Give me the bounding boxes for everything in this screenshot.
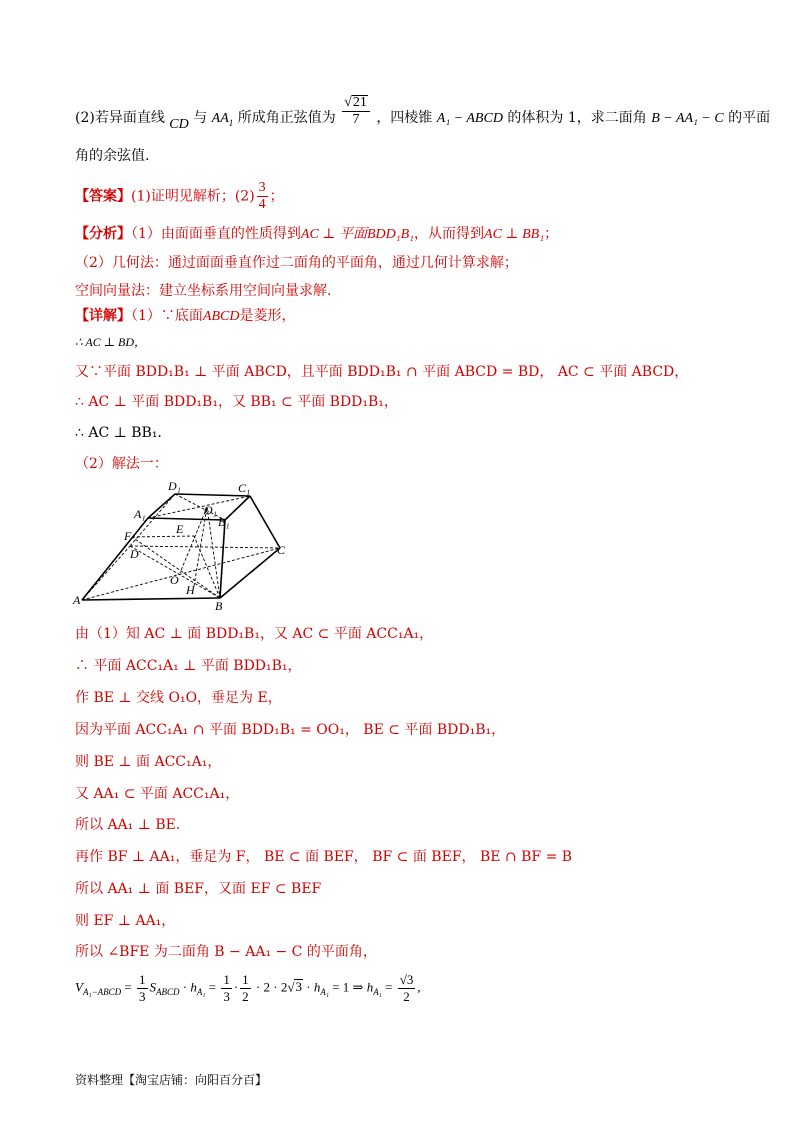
vf-h-sub: A₁ [320,987,329,998]
analysis-line-3: 空间向量法：建立坐标系用空间向量求解. [75,283,332,299]
detail-line-3: 又∵平面 BDD₁B₁ ⊥ 平面 ABCD，且平面 BDD₁B₁ ∩ 平面 ABCD = BD， AC ⊂ 平面 ABCD， [75,364,689,380]
vf-dot: · [182,979,188,995]
fraction-sqrt21-over-7: $\frac{√21}{7}$ [342,95,370,128]
question-text: 与 [193,110,208,126]
vf-h: h [190,979,197,995]
vf-frac-sqrt3-2: $\frac{√3}{2}$ [399,972,414,1004]
math-cd: CD [169,117,189,132]
label-a1: A₁ [134,507,146,521]
solution-line-8: 再作 BF ⊥ AA₁，垂足为 F， BE ⊂ 面 BEF， BF ⊂ 面 BEF， BE ∩ BF = B [75,849,573,865]
edge-a-b [82,598,220,600]
vf-eq: = [208,979,217,995]
detail-line-2: ∴ AC ⊥ BD， [75,335,147,349]
vf-s: S [149,979,156,995]
dash-f-e [132,536,194,537]
math-ac-perp: AC ⊥ 平面 [300,227,367,242]
answer-end: ； [269,188,284,205]
detail-line-5: ∴ AC ⊥ BB₁. [75,425,162,441]
detail-label: 【详解】 [75,308,131,324]
vf-end: , [417,979,421,995]
math-b-aa1-c: B − AA₁ − C [651,111,724,126]
frustum-diagram [70,478,300,613]
math-aa1: $AA_1$ [211,111,234,128]
edge-d1-a1 [148,494,175,518]
solution-line-9: 所以 AA₁ ⊥ 面 BEF，又面 EF ⊂ BEF [75,881,322,897]
label-h: H [186,583,195,597]
vf-frac-1-3: $\frac{1}{3}$ [139,972,146,1004]
vf-frac-1-2: $\frac{1}{2}$ [242,972,249,1004]
vf-h: h [313,979,321,995]
vf-h-sub: A₁ [196,987,206,998]
label-c1: C₁ [238,481,251,495]
vf-eq: = [385,979,393,995]
question-line-1 [75,94,771,133]
solution-line-4: 因为平面 ACC₁A₁ ∩ 平面 BDD₁B₁ = OO₁， BE ⊂ 平面 BDD₁B₁， [75,722,506,738]
vf-h: h [366,979,374,995]
volume-formula: $V_{A_1-ABCD}$ = $\frac{1}{3}$ $S_{ABCD} \cdot h_{A_1}$ = $\frac{1}{3}$ · $\frac{1}{2}$ · $2 \cdot 2√3 \cdot h_{A_1} = 1$ ⇒ $h_{A_1}$ = $\frac{√3}{2}$ , [75,972,421,1004]
analysis-label: 【分析】 [75,226,131,242]
question-line-2: 角的余弦值. [75,148,150,164]
label-f: F [124,529,132,543]
dash-a-d [82,546,130,600]
label-o1: O₁ [204,503,217,517]
solution-line-10: 则 EF ⊥ AA₁， [75,913,176,929]
answer-fraction: $\frac{3}{4}$ [258,180,266,212]
vf-mid: · 2 · 2 [255,979,288,995]
vf-eq: = [124,979,132,995]
solution-line-1: 由（1）知 AC ⊥ 面 BDD₁B₁，又 AC ⊂ 平面 ACC₁A₁， [75,626,434,642]
label-b1: B₁ [218,515,230,529]
label-d: D [130,547,139,561]
answer-text: (1)证明见解析；(2) [131,188,255,205]
math-abcd: ABCD [202,309,240,324]
dash-d-c [130,546,280,548]
label-b: B [215,599,223,613]
solution-line-5: 则 BE ⊥ 面 ACC₁A₁， [75,754,222,770]
dash-a-c [82,548,280,600]
math-ac-perp-bb1: AC ⊥ BB₁ [484,227,545,242]
dash-o1-o [180,507,207,573]
detail-line-1 [75,306,295,327]
label-d1: D₁ [168,479,181,493]
vf-h-sub: A₁ [373,987,382,998]
detail-line-4: ∴ AC ⊥ 平面 BDD₁B₁，又 BB₁ ⊂ 平面 BDD₁B₁， [75,394,398,410]
label-e: E [176,522,184,536]
dash-d-b [130,546,220,598]
solution-line-7: 所以 AA₁ ⊥ BE. [75,817,181,833]
edge-b-b1 [220,520,225,598]
label-c: C [277,543,286,557]
vf-dot: · [306,979,311,995]
vf-root: 3 [295,979,302,995]
question-text: (2)若异面直线 [75,110,165,126]
answer-label: 【答案】 [75,188,131,205]
analysis-line-2: （2）几何法：通过面面垂直作过二面角的平面角，通过几何计算求解； [75,255,518,271]
vf-frac-1-3b: $\frac{1}{3}$ [223,972,230,1004]
vf-v: V [75,979,83,995]
math-a1-abcd: A₁ − ABCD [436,111,503,126]
edge-a1-b1 [148,518,225,520]
dashed-edges [82,494,280,600]
question-text: 所成角正弦值为 [237,110,336,126]
analysis-text: ； [544,226,559,242]
vf-s-sub: ABCD [156,987,180,998]
detail-line-6: （2）解法一： [75,456,168,472]
question-text: 的平面 [728,110,771,126]
question-text: ，四棱锥 [376,110,433,126]
solution-line-3: 作 BE ⊥ 交线 O₁O，垂足为 E， [75,690,282,706]
dash-b-f [132,537,220,598]
analysis-text: ，从而得到 [414,226,485,242]
detail-text: （1）∵底面 [131,308,203,324]
analysis-line-1 [75,224,558,245]
footer: 资料整理【淘宝店铺：向阳百分百】 [75,1073,268,1087]
edge-b-c [220,548,280,598]
analysis-text: （1）由面面垂直的性质得到 [131,226,301,242]
answer-line [75,180,284,213]
vf-v-sub: A₁−ABCD [82,987,122,998]
solution-line-11: 所以 ∠BFE 为二面角 B − AA₁ − C 的平面角， [75,944,377,960]
label-o: O [170,573,179,587]
solution-line-6: 又 AA₁ ⊂ 平面 ACC₁A₁， [75,786,240,802]
vf-implies: = 1 ⇒ [332,979,364,995]
edge-c1-c [250,496,280,548]
question-text: 的体积为 1，求二面角 [507,110,647,126]
math-bdd1b1: BDD₁B₁ [366,227,415,242]
detail-text: 是菱形， [239,308,296,324]
label-a: A [73,593,81,607]
solution-line-2: ∴ 平面 ACC₁A₁ ⊥ 平面 BDD₁B₁， [75,658,302,674]
